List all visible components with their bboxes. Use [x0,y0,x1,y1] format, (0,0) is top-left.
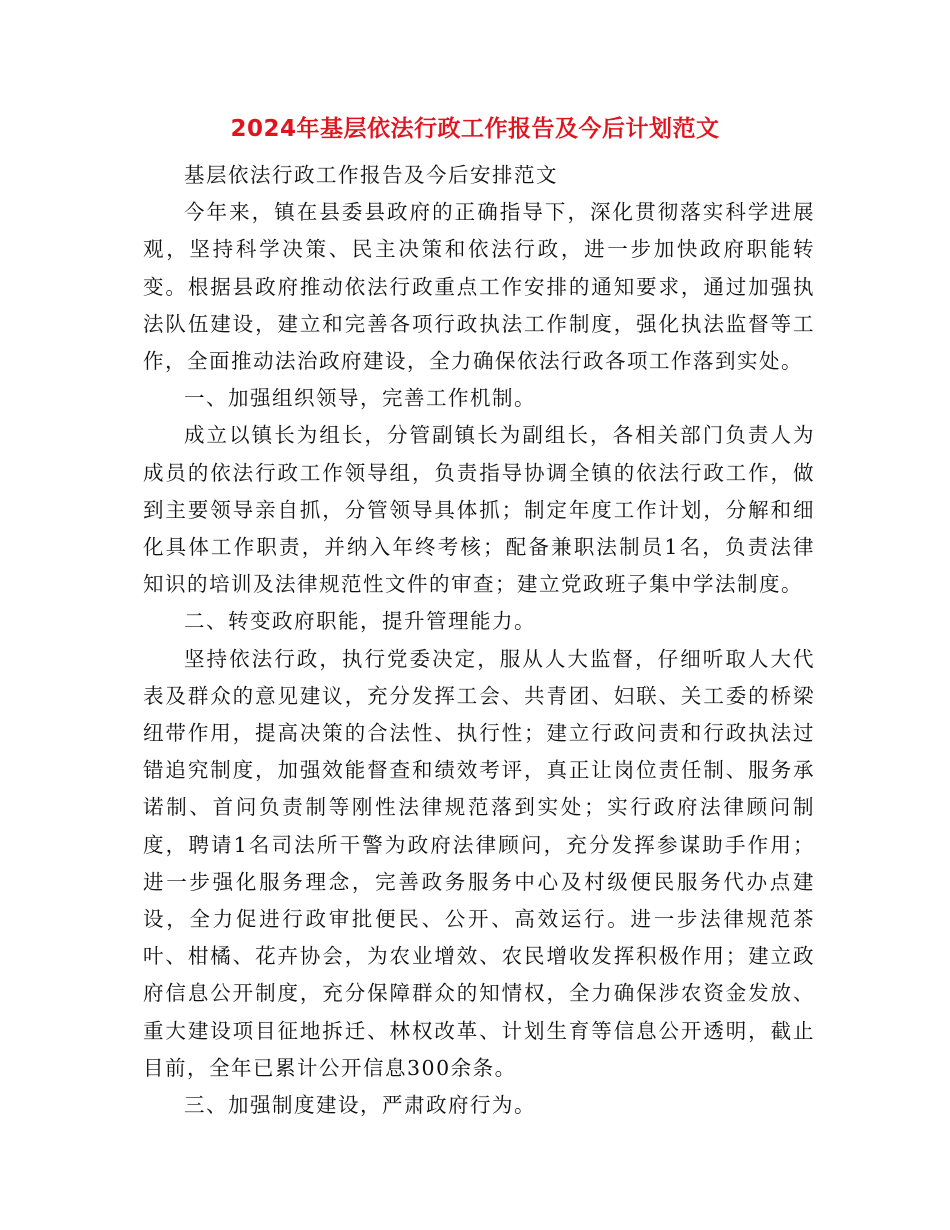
intro-paragraph: 今年来，镇在县委县政府的正确指导下，深化贯彻落实科学进展观，坚持科学决策、民主决策和依法行政，进一步加快政府职能转变。根据县政府推动依法行政重点工作安排的通知要求，通过加强执法队伍建设，建立和完善各项行政执法工作制度，强化执法监督等工作，全面推动法治政府建设，全力确保依法行政各项工作落到实处。 [143,200,815,374]
document-body [143,157,815,1124]
section-heading-1: 一、加强组织领导，完善工作机制。 [184,386,536,411]
section-heading-2: 二、转变政府职能，提升管理能力。 [184,609,536,634]
subtitle-paragraph: 基层依法行政工作报告及今后安排范文 [184,163,558,187]
section-1-paragraph: 成立以镇长为组长，分管副镇长为副组长，各相关部门负责人为成员的依法行政工作领导组，负责指导协调全镇的依法行政工作，做到主要领导亲自抓，分管领导具体抓；制定年度工作计划，分解和细化具体工作职责，并纳入年终考核；配备兼职法制员1名，负责法律知识的培训及法律规范性文件的审查；建立党政班子集中学法制度。 [143,423,815,597]
section-2-paragraph: 坚持依法行政，执行党委决定，服从人大监督，仔细听取人大代表及群众的意见建议，充分发挥工会、共青团、妇联、关工委的桥梁纽带作用，提高决策的合法性、执行性；建立行政问责和行政执法过错追究制度，加强效能督查和绩效考评，真正让岗位责任制、服务承诺制、首问负责制等刚性法律规范落到实处；实行政府法律顾问制度，聘请1名司法所干警为政府法律顾问，充分发挥参谋助手作用；进一步强化服务理念，完善政务服务中心及村级便民服务代办点建设，全力促进行政审批便民、公开、高效运行。进一步法律规范茶叶、柑橘、花卉协会，为农业增效、农民增收发挥积极作用；建立政府信息公开制度，充分保障群众的知情权，全力确保涉农资金发放、重大建设项目征地拆迁、林权改革、计划生育等信息公开透明，截止目前，全年已累计公开信息300余条。 [143,646,815,1080]
document-title: 2024年基层依法行政工作报告及今后计划范文 [230,116,720,142]
section-heading-3: 三、加强制度建设，严肃政府行为。 [184,1093,536,1118]
